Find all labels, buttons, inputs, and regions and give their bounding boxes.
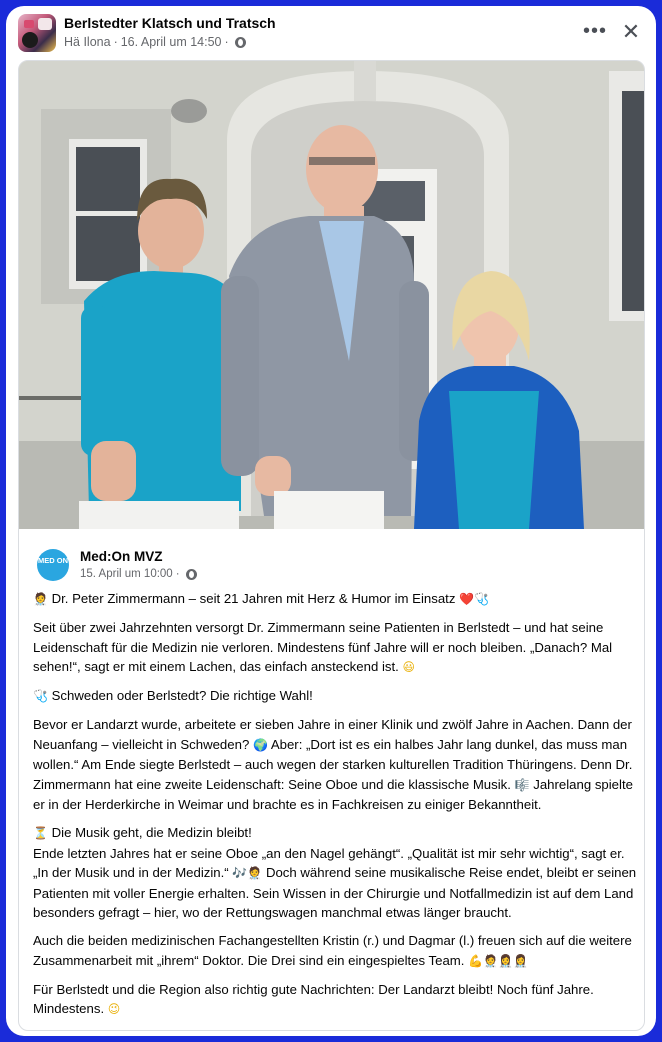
paragraph-text: Ende letzten Jahres hat er seine Oboe „an den Nagel gehängt“. „Qualität ist mir sehr wichtig“, sagt er. „In der Musik und in der Medizin.“	[33, 845, 625, 880]
notes-doctor-emoji-icon: 🎶🧑‍⚕️	[232, 866, 263, 880]
paragraph-text: Doch während seine musikalische Reise endet, bleibt er seinen Patienten mit voller Energie erhalten. Sein Wissen in der Chirurgie und Notfallmedizin ist auf dem Land besonders gefragt – hier, wo der Rettungswagen manchmal etwas länger braucht.	[33, 865, 637, 920]
smile-emoji-icon: 😃	[402, 660, 415, 674]
paragraph-7	[33, 980, 639, 1020]
globe-icon	[186, 569, 197, 580]
page-avatar[interactable]	[37, 549, 69, 581]
paragraph-text: Jahrelang spielte er in der Herderkirche in Weimar und brachte es in Fachkreisen zu einiger Bekanntheit.	[33, 776, 633, 812]
paragraph-text: Die Musik geht, die Medizin bleibt!	[51, 825, 252, 840]
close-icon[interactable]: ✕	[621, 19, 641, 44]
paragraph-6	[33, 931, 639, 971]
post-header	[6, 6, 656, 62]
group-avatar[interactable]	[18, 14, 56, 52]
headline-text: Dr. Peter Zimmermann – seit 21 Jahren mit Herz & Humor im Einsatz	[51, 591, 456, 606]
paragraph-3	[33, 686, 639, 707]
page-meta	[80, 568, 197, 580]
shared-post-date[interactable]: 15. April um 10:00	[80, 568, 173, 580]
paragraph-4	[33, 715, 639, 815]
page-avatar-text: MED ON	[38, 556, 68, 565]
paragraph-text: Schweden oder Berlstedt? Die richtige Wahl!	[51, 688, 313, 703]
author-name[interactable]: Hä Ilona	[64, 35, 111, 49]
heart-stethoscope-emoji-icon: ❤️🩺	[459, 592, 489, 606]
paragraph-1	[33, 589, 639, 610]
post-meta	[64, 35, 246, 49]
facebook-post-frame	[6, 6, 656, 1036]
wink-emoji-icon: 😉	[107, 1002, 121, 1016]
paragraph-text: Seit über zwei Jahrzehnten versorgt Dr. Zimmermann seine Patienten in Berlstedt – und hat seine Leidenschaft für die Medizin nie verloren. Mindestens fünf Jahre will er noch bleiben. „Danach? Mal sehen!“, sagt er mit einem Lachen, das einfach ansteckend ist.	[33, 620, 613, 674]
paragraph-text: Auch die beiden medizinischen Fachangestellten Kristin (r.) und Dagmar (l.) freuen sich auf die weitere Zusammenarbeit mit „ihrem“ Doktor. Die Drei sind ein eingespieltes Team.	[33, 933, 632, 968]
doctor-emoji-icon: 🧑‍⚕️	[33, 592, 48, 606]
meta-separator: ·	[175, 568, 180, 580]
post-body	[33, 589, 639, 1028]
more-horizontal-icon[interactable]: •••	[582, 20, 607, 42]
meta-separator: ·	[224, 35, 229, 49]
post-date[interactable]: 16. April um 14:50	[120, 35, 222, 49]
team-emoji-icon: 💪🧑‍⚕️👩‍⚕️👩‍⚕️	[468, 953, 528, 968]
paragraph-5	[33, 823, 639, 923]
meta-separator: ·	[113, 35, 118, 49]
paragraph-text: Bevor er Landarzt wurde, arbeitete er sieben Jahre in einer Klinik und zwölf Jahre in Aachen. Dann der Neuanfang – vielleicht in Schweden?	[33, 717, 632, 752]
paragraph-text: Aber: „Dort ist es ein halbes Jahr lang dunkel, das muss man wollen.“ Am Ende siegte Berlstedt – auch wegen der starken kulturellen Tradition Thüringens. Denn Dr. Zimmermann hat eine zweite Leidenschaft: Seine Oboe und die klassische Musik.	[33, 736, 633, 792]
stethoscope-emoji-icon: 🩺	[33, 689, 48, 703]
hourglass-emoji-icon: ⏳	[33, 826, 48, 840]
globe-emoji-icon: 🌍	[252, 737, 268, 752]
music-score-emoji-icon: 🎼	[514, 777, 530, 792]
shared-post-card[interactable]	[18, 60, 645, 1031]
globe-icon	[235, 37, 246, 48]
post-photo[interactable]	[19, 61, 645, 529]
paragraph-text: Für Berlstedt und die Region also richtig gute Nachrichten: Der Landarzt bleibt! Noch fünf Jahre. Mindestens.	[33, 981, 594, 1016]
page-name[interactable]: Med:On MVZ	[80, 549, 163, 564]
group-name[interactable]: Berlstedter Klatsch und Tratsch	[64, 15, 276, 31]
paragraph-2	[33, 618, 639, 678]
